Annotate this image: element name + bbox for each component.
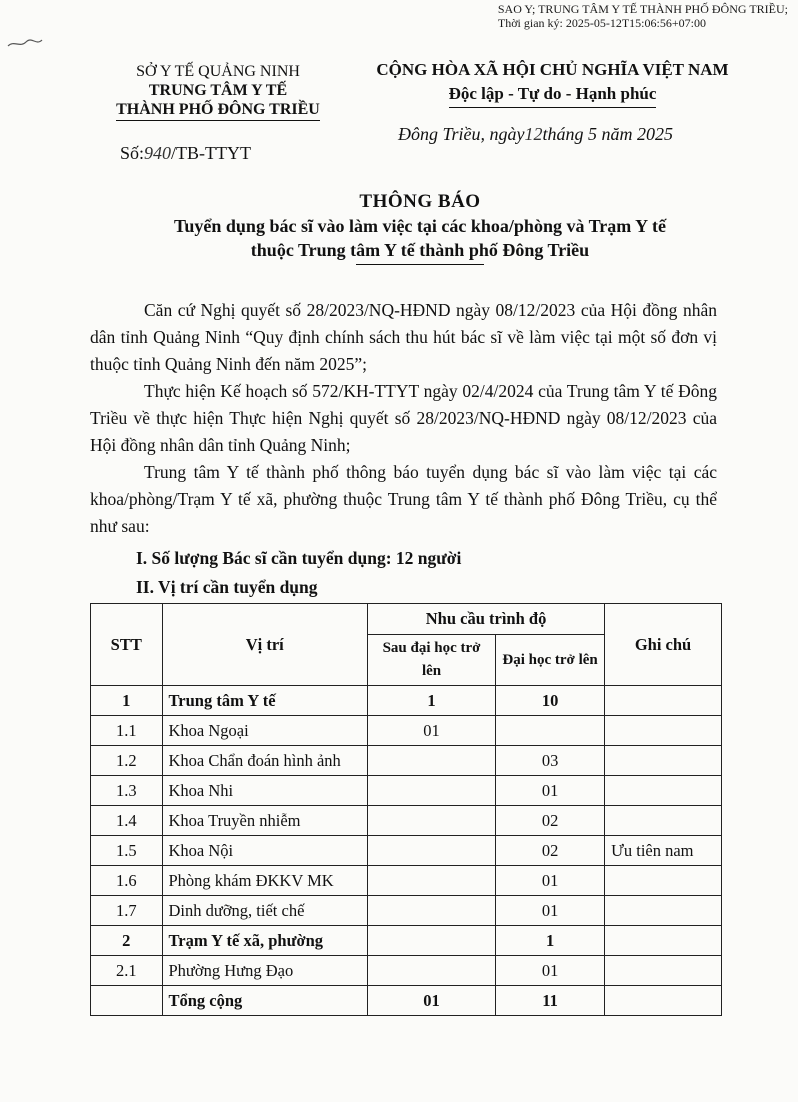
issuer-line-3: THÀNH PHỐ ĐÔNG TRIỀU: [116, 100, 320, 121]
title-subtitle-1: Tuyển dụng bác sĩ vào làm việc tại các khoa/phòng và Trạm Y tế: [174, 216, 666, 236]
row-undergrad: 02: [496, 806, 605, 836]
row-note: Ưu tiên nam: [605, 836, 722, 866]
row-stt: 2: [91, 926, 163, 956]
table-row: [91, 866, 722, 896]
section-1-heading: I. Số lượng Bác sĩ cần tuyển dụng: 12 người: [136, 548, 462, 568]
row-postgrad: [368, 776, 496, 806]
recruitment-table: [90, 603, 722, 1016]
row-note: [605, 926, 722, 956]
date-day-handwritten: 12: [524, 124, 543, 144]
national-line-2-wrap: [355, 82, 750, 108]
header-position: Vị trí: [162, 604, 368, 686]
section-2-heading: II. Vị trí cần tuyển dụng: [136, 577, 318, 597]
paragraph-legal-basis: Căn cứ Nghị quyết số 28/2023/NQ-HĐND ngày 08/12/2023 của Hội đồng nhân dân tỉnh Quảng Ninh “Quy định chính sách thu hút bác sĩ về làm việc tại một số đơn vị thuộc tỉnh Quảng Ninh đến năm 2025”;: [90, 300, 717, 374]
row-position: Khoa Ngoại: [162, 716, 368, 746]
header-undergrad: Đại học trở lên: [496, 635, 605, 686]
row-stt: 1.6: [91, 866, 163, 896]
date-suffix: tháng 5 năm 2025: [542, 124, 674, 144]
row-undergrad: 01: [496, 896, 605, 926]
row-position: Tổng cộng: [162, 986, 368, 1016]
table-row: [91, 956, 722, 986]
row-postgrad: [368, 746, 496, 776]
issuer-line-1: SỞ Y TẾ QUẢNG NINH: [136, 63, 300, 80]
row-postgrad: [368, 836, 496, 866]
row-position: Khoa Nhi: [162, 776, 368, 806]
row-note: [605, 986, 722, 1016]
row-position: Phường Hưng Đạo: [162, 956, 368, 986]
row-position: Khoa Chẩn đoán hình ảnh: [162, 746, 368, 776]
row-postgrad: 01: [368, 986, 496, 1016]
national-header: [355, 58, 750, 108]
national-line-2: Độc lập - Tự do - Hạnh phúc: [449, 82, 657, 108]
table-row: [91, 836, 722, 866]
doc-prefix: Số:: [120, 143, 145, 163]
row-postgrad: [368, 806, 496, 836]
document-number: [120, 143, 251, 164]
table-row: [91, 896, 722, 926]
row-position: Trạm Y tế xã, phường: [162, 926, 368, 956]
row-note: [605, 716, 722, 746]
row-stt: 1: [91, 686, 163, 716]
row-undergrad: 02: [496, 836, 605, 866]
row-stt: 1.3: [91, 776, 163, 806]
row-undergrad: 10: [496, 686, 605, 716]
issuer-line-3-wrap: [88, 100, 348, 121]
table-row: [91, 926, 722, 956]
row-note: [605, 866, 722, 896]
row-postgrad: [368, 926, 496, 956]
table-row: [91, 686, 722, 716]
row-undergrad: [496, 716, 605, 746]
row-postgrad: 01: [368, 716, 496, 746]
issuer-line-2: TRUNG TÂM Y TẾ: [148, 82, 288, 99]
row-note: [605, 746, 722, 776]
row-position: Khoa Truyền nhiễm: [162, 806, 368, 836]
row-undergrad: 01: [496, 776, 605, 806]
table-row: [91, 716, 722, 746]
body-paragraphs: [90, 297, 717, 540]
national-line-1: CỘNG HÒA XÃ HỘI CHỦ NGHĨA VIỆT NAM: [376, 60, 729, 79]
row-postgrad: [368, 956, 496, 986]
row-undergrad: 03: [496, 746, 605, 776]
row-undergrad: 1: [496, 926, 605, 956]
row-note: [605, 686, 722, 716]
issuer-header: [88, 62, 348, 121]
row-stt: 1.2: [91, 746, 163, 776]
row-position: Trung tâm Y tế: [162, 686, 368, 716]
doc-suffix: /TB-TTYT: [171, 143, 251, 163]
row-postgrad: 1: [368, 686, 496, 716]
row-undergrad: 01: [496, 866, 605, 896]
row-note: [605, 896, 722, 926]
row-stt: [91, 986, 163, 1016]
document-title: THÔNG BÁO: [359, 191, 481, 212]
row-stt: 1.5: [91, 836, 163, 866]
table-row: [91, 746, 722, 776]
doc-number-handwritten: 940: [144, 143, 172, 163]
row-stt: 1.4: [91, 806, 163, 836]
row-stt: 2.1: [91, 956, 163, 986]
title-block: [95, 190, 745, 265]
paragraph-announcement: Trung tâm Y tế thành phố thông báo tuyển dụng bác sĩ vào làm việc tại các khoa/phòng/Trạm Y tế xã, phường thuộc Trung tâm Y tế thành phố Đông Triều, cụ thể như sau:: [90, 462, 717, 536]
header-note: Ghi chú: [605, 604, 722, 686]
title-underline: [356, 264, 484, 265]
header-needs: Nhu cầu trình độ: [368, 604, 605, 635]
row-position: Dinh dưỡng, tiết chế: [162, 896, 368, 926]
digital-signature-stamp: [498, 2, 788, 30]
row-stt: 1.1: [91, 716, 163, 746]
table-body: [91, 686, 722, 1016]
table-row: [91, 986, 722, 1016]
signature-line-1: SAO Y; TRUNG TÂM Y TẾ THÀNH PHỐ ĐÔNG TRIỀU;: [497, 2, 788, 16]
signature-line-2: Thời gian ký: 2025-05-12T15:06:56+07:00: [497, 16, 706, 30]
header-stt: STT: [91, 604, 163, 686]
row-note: [605, 956, 722, 986]
header-postgrad: Sau đại học trở lên: [368, 635, 496, 686]
date-prefix: Đông Triều, ngày: [398, 124, 525, 144]
table-row: [91, 776, 722, 806]
row-note: [605, 776, 722, 806]
title-subtitle-2: thuộc Trung tâm Y tế thành phố Đông Triều: [250, 240, 590, 260]
table-row: [91, 806, 722, 836]
row-undergrad: 01: [496, 956, 605, 986]
row-position: Phòng khám ĐKKV MK: [162, 866, 368, 896]
row-stt: 1.7: [91, 896, 163, 926]
row-undergrad: 11: [496, 986, 605, 1016]
document-date: [398, 124, 673, 145]
row-position: Khoa Nội: [162, 836, 368, 866]
scribble-mark-icon: [6, 36, 44, 52]
row-postgrad: [368, 896, 496, 926]
row-postgrad: [368, 866, 496, 896]
row-note: [605, 806, 722, 836]
paragraph-implementation: Thực hiện Kế hoạch số 572/KH-TTYT ngày 02/4/2024 của Trung tâm Y tế Đông Triều về thực hiện Thực hiện Nghị quyết số 28/2023/NQ-HĐND ngày 08/12/2023 của Hội đồng nhân dân tỉnh Quảng Ninh;: [90, 381, 717, 455]
